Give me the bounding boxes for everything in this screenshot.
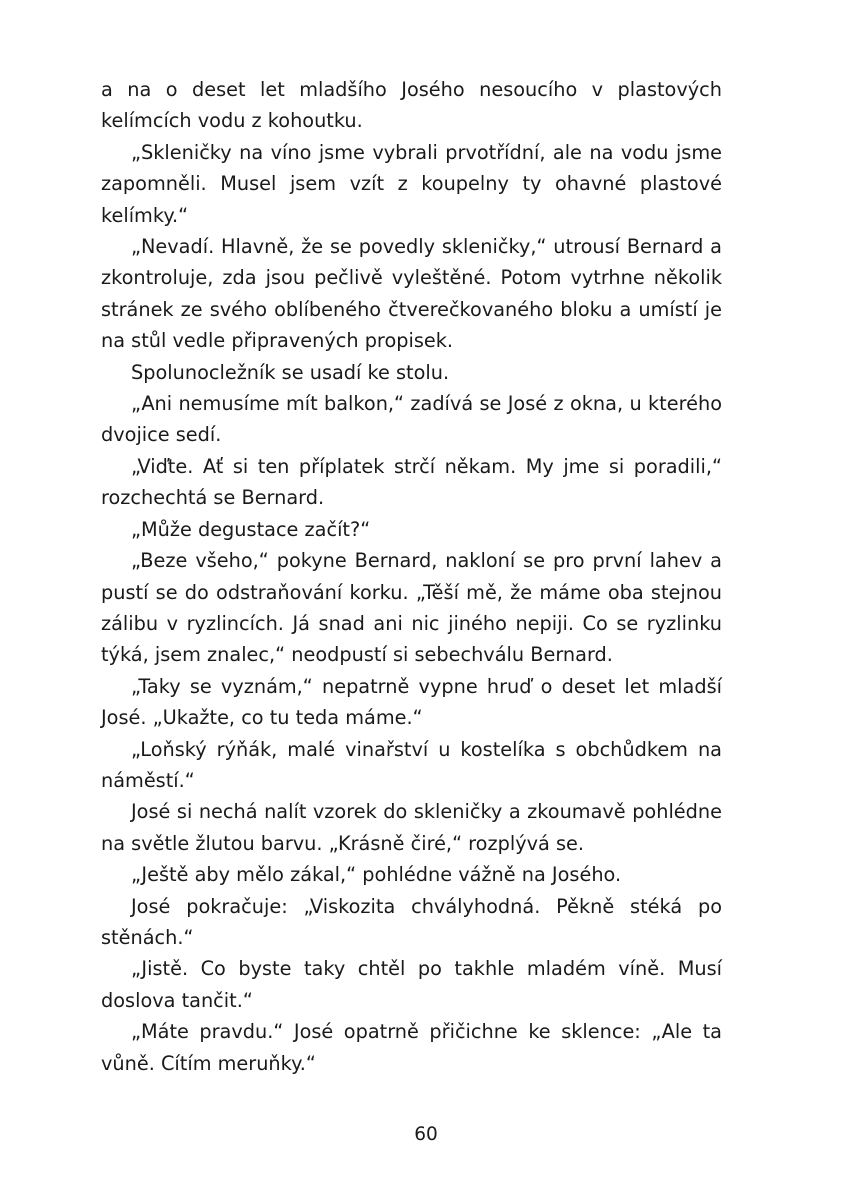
- paragraph: „Máte pravdu.“ José opatrně přičichne ke sklence: „Ale ta vůně. Cítím meruňky.“: [101, 1020, 722, 1075]
- paragraph: „Skleničky na víno jsme vybrali prvotřídní, ale na vodu jsme zapomněli. Musel jsem vzít z koupelny ty ohavné plastové kelímky.“: [101, 140, 722, 227]
- body-text: [101, 74, 722, 1079]
- paragraph: José pokračuje: „Viskozita chvályhodná. Pěkně stéká po stěnách.“: [101, 894, 722, 949]
- page-number: 60: [414, 1124, 438, 1145]
- paragraph: José si nechá nalít vzorek do skleničky a zkoumavě pohlédne na světle žlutou barvu. „Krásně čiré,“ rozplývá se.: [101, 800, 722, 855]
- paragraph: „Loňský rýňák, malé vinařství u kostelíka s obchůdkem na náměstí.“: [101, 737, 722, 792]
- paragraph: „Ještě aby mělo zákal,“ pohlédne vážně na Josého.: [131, 863, 622, 887]
- paragraph: Spolunocležník se usadí ke stolu.: [131, 360, 450, 384]
- paragraph: a na o deset let mladšího Josého nesoucího v plastových kelímcích vodu z kohoutku.: [101, 78, 722, 133]
- paragraph: „Nevadí. Hlavně, že se povedly skleničky,“ utrousí Bernard a zkontroluje, zda jsou pečlivě vyleštěné. Potom vytrhne několik stránek ze svého oblíbeného čtverečkovaného bloku a umístí je na stůl vedle připravených propisek.: [101, 235, 722, 353]
- paragraph: „Taky se vyznám,“ nepatrně vypne hruď o deset let mladší José. „Ukažte, co tu teda máme.“: [101, 674, 722, 730]
- paragraph: „Může degustace začít?“: [131, 517, 371, 541]
- paragraph: „Beze všeho,“ pokyne Bernard, nakloní se pro první lahev a pustí se do odstraňování korku. „Těší mě, že máme oba stejnou zálibu v ryzlincích. Já snad ani nic jiného nepiji. Co se ryzlinku týká, jsem znalec,“ neodpustí si sebechválu Bernard.: [101, 549, 722, 667]
- paragraph: „Jistě. Co byste taky chtěl po takhle mladém víně. Musí doslova tančit.“: [101, 957, 722, 1012]
- paragraph: „Ani nemusíme mít balkon,“ zadívá se José z okna, u kterého dvojice sedí.: [101, 392, 722, 447]
- paragraph: „Viďte. Ať si ten příplatek strčí někam. My jme si poradili,“ rozchechtá se Bernard.: [101, 454, 722, 510]
